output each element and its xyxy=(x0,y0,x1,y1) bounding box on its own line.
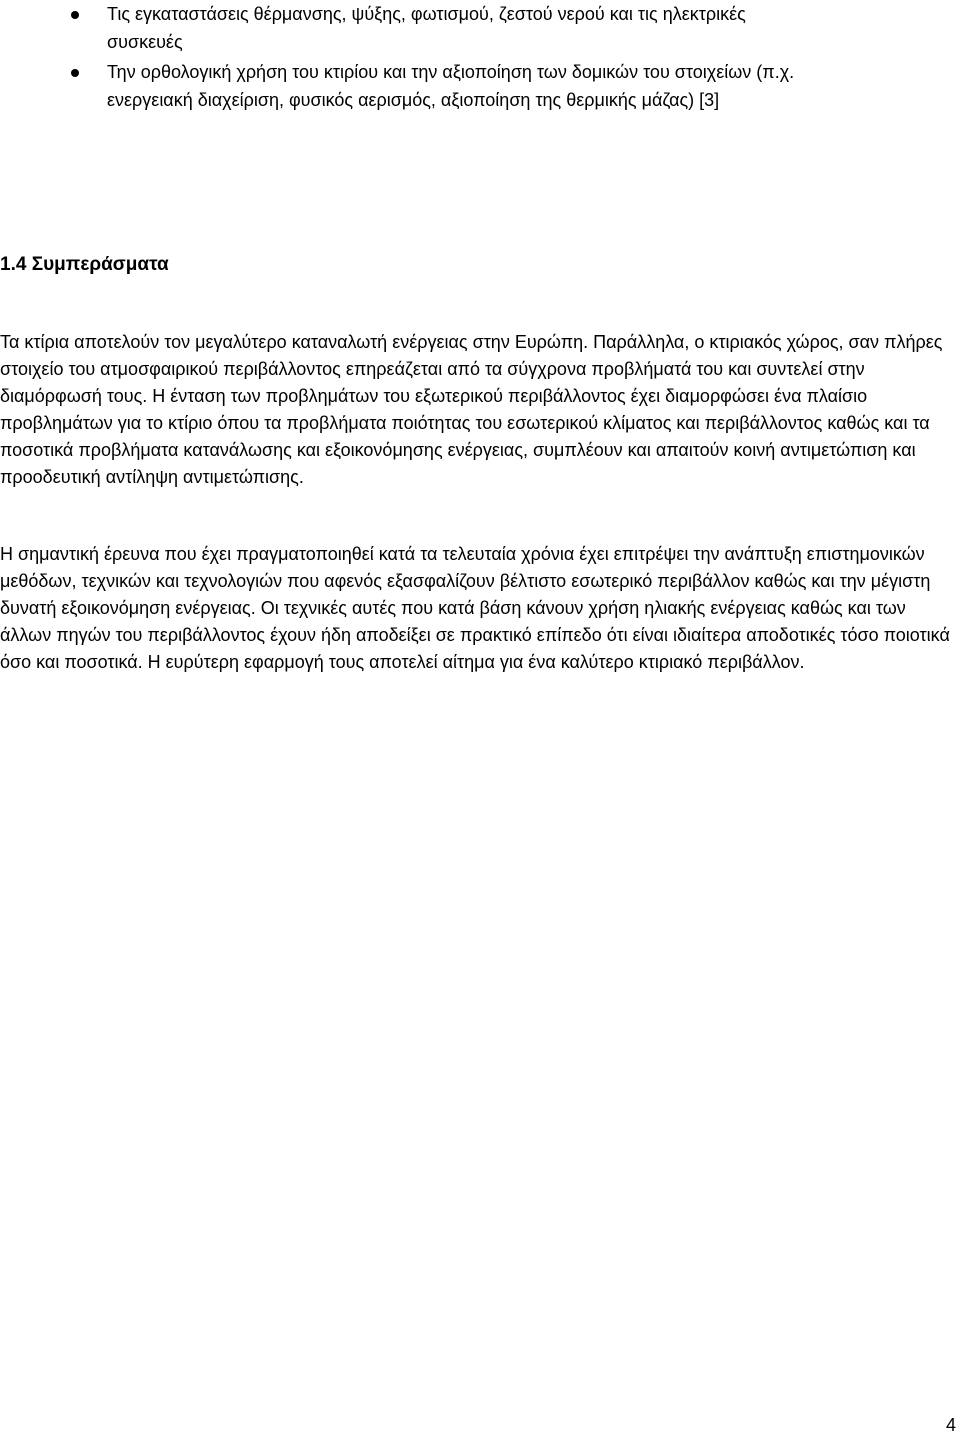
paragraph: Τα κτίρια αποτελούν τον μεγαλύτερο καταναλωτή ενέργειας στην Ευρώπη. Παράλληλα, ο κτιριακός χώρος, σαν πλήρες στοιχείο του ατμοσφαιρικού περιβάλλοντος επηρεάζεται από τα σύγχρονα προβλήματά του και συντελεί στην διαμόρφωσή τους. Η ένταση των προβλημάτων του εξωτερικού περιβάλλοντος έχει διαμορφώσει ένα πλαίσιο προβλημάτων για το κτίριο όπου τα προβλήματα ποιότητας του εσωτερικού κλίματος και περιβάλλοντος καθώς και τα ποσοτικά προβλήματα κατανάλωσης και εξοικονόμησης ενέργειας, συμπλέουν και απαιτούν κοινή αντιμετώπιση και προοδευτική αντίληψη αντιμετώπισης. xyxy=(0,332,943,487)
section-heading: 1.4 Συμπεράσματα xyxy=(0,254,169,275)
bullet-text: Τις εγκαταστάσεις θέρμανσης, ψύξης, φωτισμού, ζεστού νερού και τις ηλεκτρικές συσκευές xyxy=(107,4,746,52)
bullet-dot-icon xyxy=(71,11,79,19)
bullet-item xyxy=(0,58,807,114)
bullet-dot-icon xyxy=(71,69,79,77)
paragraph: Η σημαντική έρευνα που έχει πραγματοποιηθεί κατά τα τελευταία χρόνια έχει επιτρέψει την ανάπτυξη επιστημονικών μεθόδων, τεχνικών και τεχνολογιών που αφενός εξασφαλίζουν βέλτιστο εσωτερικό περιβάλλον καθώς και την μέγιστη δυνατή εξοικονόμηση ενέργειας. Οι τεχνικές αυτές που κατά βάση κάνουν χρήση ηλιακής ενέργειας καθώς και των άλλων πηγών του περιβάλλοντος έχουν ήδη αποδείξει σε πρακτικό επίπεδο ότι είναι ιδιαίτερα αποδοτικές τόσο ποιοτικά όσο και ποσοτικά. Η ευρύτερη εφαρμογή τους αποτελεί αίτημα για ένα καλύτερο κτιριακό περιβάλλον. xyxy=(0,544,950,672)
bullet-text: Την ορθολογική χρήση του κτιρίου και την αξιοποίηση των δομικών του στοιχείων (π.χ. ενεργειακή διαχείριση, φυσικός αερισμός, αξιοποίηση της θερμικής μάζας) [3] xyxy=(107,62,795,110)
page-number: 4 xyxy=(945,1415,956,1435)
bullet-item xyxy=(0,0,807,56)
